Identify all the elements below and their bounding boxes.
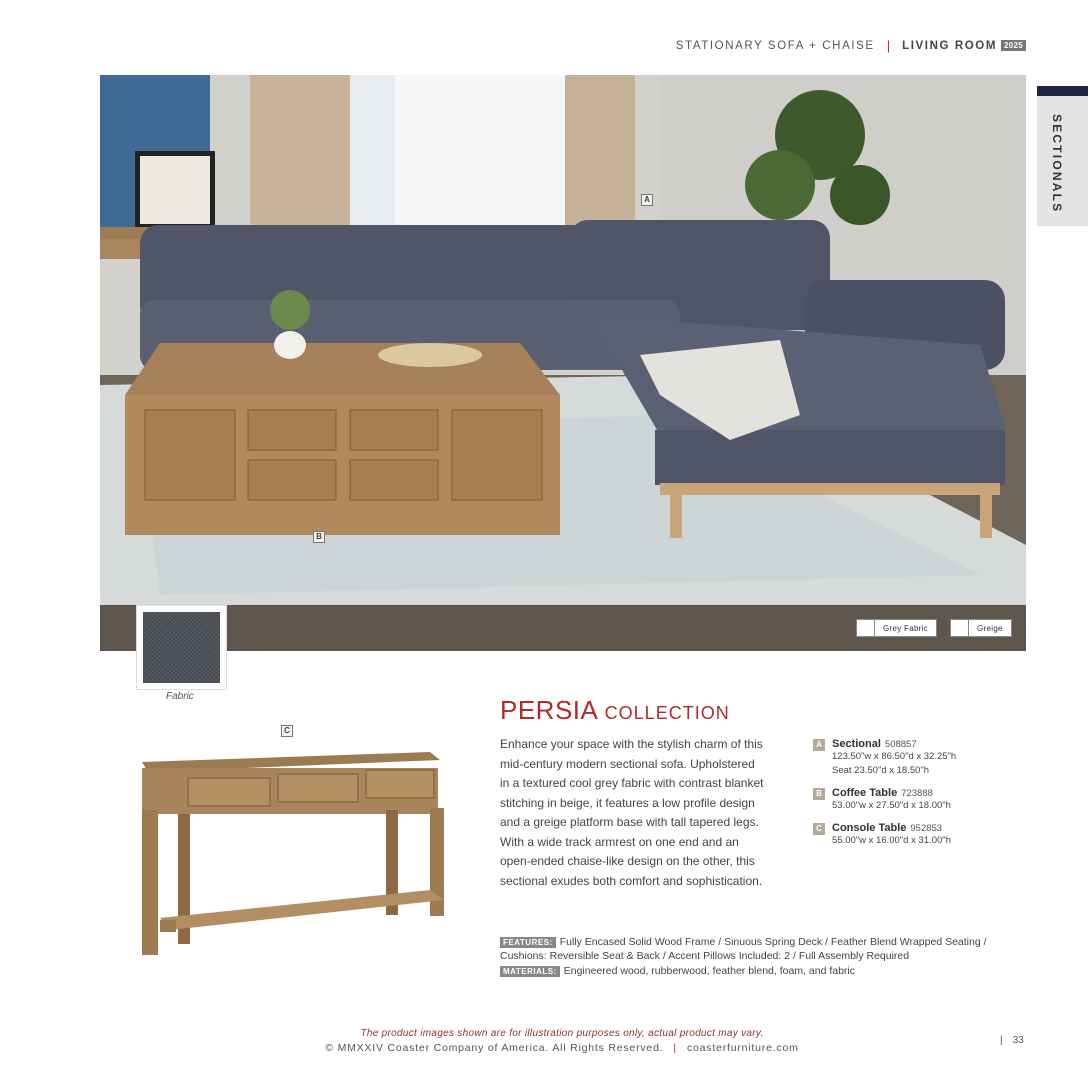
- footer-disclaimer: The product images shown are for illustration purposes only, actual product may vary.: [360, 1028, 764, 1039]
- collection-description: Enhance your space with the stylish charm of this mid-century modern sectional sofa. Upholstered in a textured cool grey fabric with contrast blanket stitching in beige, it features a low profile design and a greige platform base with tall tapered legs. With a wide track armrest on one end and an open-ended chaise-like design on the other, this sectional exudes both comfort and sophistication.: [500, 737, 764, 888]
- header-year-badge: 2025: [1001, 40, 1026, 51]
- page-number-block: [1000, 1035, 1024, 1046]
- product-item: [813, 822, 1033, 848]
- product-sku: 952853: [910, 823, 943, 834]
- page-header: [676, 38, 1026, 53]
- marker-console-table: C: [281, 725, 293, 737]
- product-item: [813, 738, 1033, 778]
- product-letter-badge: A: [813, 739, 825, 751]
- collection-title: [500, 695, 730, 726]
- collection-title-sub: COLLECTION: [604, 703, 730, 723]
- features-text: Fully Encased Solid Wood Frame / Sinuous Spring Deck / Feather Blend Wrapped Seating / Cushions: Reversible Seat & Back / Accent Pillows Included: 2 / Full Assembly Required: [500, 936, 987, 962]
- greige-swatch-icon: [951, 620, 969, 636]
- hero-room-photo: [100, 75, 1026, 651]
- website-link[interactable]: coasterfurniture.com: [686, 1042, 799, 1054]
- product-name: Sectional: [832, 738, 881, 750]
- grey-fabric-swatch-icon: [857, 620, 875, 636]
- materials-tag: MATERIALS:: [500, 966, 560, 977]
- features-block: [500, 936, 1020, 963]
- product-sku: 723888: [901, 788, 933, 799]
- features-tag: FEATURES:: [500, 937, 556, 948]
- header-divider: |: [886, 38, 891, 53]
- fabric-label: Fabric: [166, 691, 194, 702]
- copyright-text: © MMXXIV Coaster Company of America. All Rights Reserved.: [325, 1042, 664, 1054]
- fabric-swatch: [137, 606, 226, 689]
- product-name: Console Table: [832, 822, 907, 834]
- color-option-greige[interactable]: Greige: [950, 619, 1012, 637]
- section-tab-label: SECTIONALS: [1050, 114, 1064, 214]
- marker-coffee-table: B: [313, 531, 325, 543]
- page-number: 33: [1012, 1035, 1024, 1046]
- product-list: [813, 738, 1033, 857]
- color-option-grey-fabric[interactable]: Grey Fabric: [856, 619, 937, 637]
- marker-sectional: A: [641, 194, 653, 206]
- product-letter-badge: B: [813, 788, 825, 800]
- section-tab-bar: [1037, 86, 1088, 96]
- product-name: Coffee Table: [832, 787, 898, 799]
- page-number-divider: |: [1000, 1035, 1003, 1046]
- header-category: STATIONARY SOFA + CHAISE: [675, 39, 875, 52]
- header-room: LIVING ROOM: [902, 39, 997, 52]
- product-item: [813, 787, 1033, 813]
- footer-copyright: [0, 1042, 1088, 1054]
- console-table-image: [130, 740, 450, 965]
- section-tab[interactable]: [1037, 86, 1088, 226]
- product-dimensions: 53.00"w x 27.50"d x 18.00"h: [832, 800, 951, 811]
- footer-divider: |: [673, 1042, 677, 1054]
- collection-title-main: PERSIA: [500, 695, 597, 725]
- product-letter-badge: C: [813, 823, 825, 835]
- materials-block: [500, 965, 1020, 979]
- product-dimensions: 123.50"w x 86.50"d x 32.25"h: [832, 751, 957, 762]
- room-scene-illustration: [100, 75, 1026, 651]
- product-seat-dimensions: Seat 23.50"d x 18.50"h: [832, 765, 930, 776]
- product-sku: 508857: [884, 739, 917, 750]
- materials-text: Engineered wood, rubberwood, feather blend, foam, and fabric: [563, 965, 856, 977]
- fabric-texture: [143, 612, 220, 683]
- product-dimensions: 55.00"w x 16.00"d x 31.00"h: [832, 835, 951, 846]
